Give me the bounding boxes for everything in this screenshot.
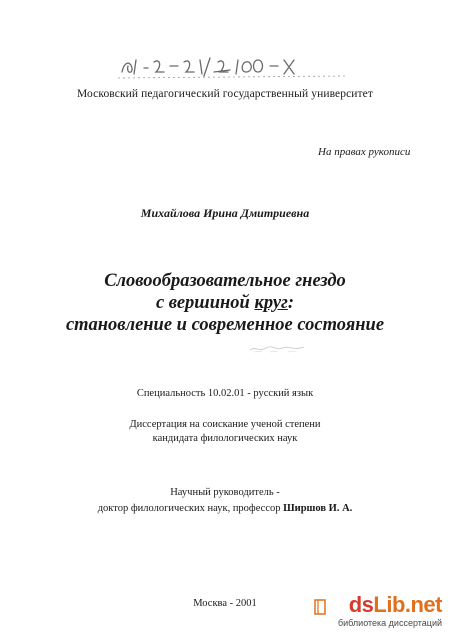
dslib-subtitle: библиотека диссертаций [337, 618, 442, 628]
city-year: Москва - 2001 [193, 598, 257, 609]
dissertation-title [40, 270, 410, 336]
title-line-2-suffix: : [287, 293, 295, 313]
rights-note: На правах рукописи [318, 146, 411, 158]
dslib-watermark[interactable] [314, 594, 442, 630]
title-line-2 [40, 292, 410, 314]
title-line-2-prefix: с вершиной [155, 293, 255, 313]
advisor-line-1: Научный руководитель - [170, 487, 280, 498]
degree-line-1: Диссертация на соискание ученой степени [129, 419, 321, 430]
title-line-1: Словообразовательное гнездо [104, 271, 346, 291]
advisor-degree: доктор филологических наук, профессор [97, 503, 284, 514]
degree-statement [0, 418, 450, 446]
advisor-name: Ширшов И. А. [283, 503, 353, 514]
faint-scribble [248, 342, 308, 354]
title-line-3: становление и современное состояние [65, 315, 385, 335]
book-icon [314, 598, 328, 616]
author-name: Михайлова Ирина Дмитриевна [140, 206, 310, 220]
advisor-line-2 [0, 501, 450, 517]
dslib-logo [349, 594, 442, 616]
logo-ds: ds [348, 592, 374, 617]
logo-rest: Lib.net [373, 592, 442, 617]
scientific-advisor [0, 485, 450, 517]
specialty: Специальность 10.02.01 - русский язык [136, 388, 314, 399]
university-name: Московский педагогический государственный университет [76, 88, 374, 100]
degree-line-2: кандидата филологических наук [152, 433, 298, 444]
title-key-word: круг [254, 293, 288, 313]
handwritten-code [118, 52, 348, 80]
